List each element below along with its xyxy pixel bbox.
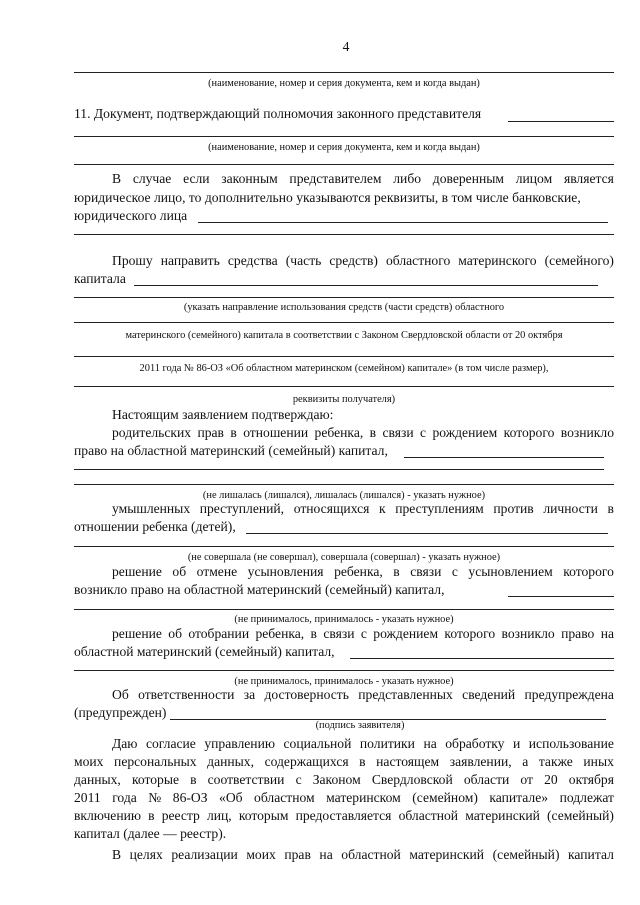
confirm-heading: Настоящим заявлением подтверждаю: — [112, 407, 334, 422]
request-field[interactable] — [134, 285, 598, 286]
caption-signature: (подпись заявителя) — [315, 720, 405, 731]
caption-recipient: реквизиты получателя) — [292, 394, 396, 405]
blank-line[interactable] — [74, 469, 604, 470]
blank-line[interactable] — [74, 234, 614, 235]
blank-line[interactable] — [74, 72, 614, 73]
caption-crimes: (не совершала (не совершал), совершала (совершал) - указать нужное) — [187, 552, 501, 563]
final-paragraph-line-1: В целях реализации моих прав на областной материнский (семейный) капитал — [112, 847, 614, 862]
blank-line[interactable] — [74, 322, 614, 323]
item-11-label: 11. Документ, подтверждающий полномочия законного представителя — [74, 106, 482, 121]
caption-document-details-1: (наименование, номер и серия документа, кем и когда выдан) — [208, 78, 480, 89]
legal-entity-text-line-3: юридического лица — [74, 208, 188, 223]
blank-line[interactable] — [74, 546, 614, 547]
removal-line-1: решение об отобрании ребенка, в связи с рождением которого возникло право на — [112, 626, 614, 641]
blank-line[interactable] — [74, 670, 614, 671]
blank-line[interactable] — [74, 484, 614, 485]
consent-line-4: 2011 года № 86-ОЗ «Об областном материнском (семейном) капитале» подлежат — [74, 790, 614, 805]
adoption-line-1: решение об отмене усыновления ребенка, в связи с усыновлением которого — [112, 564, 614, 579]
caption-adoption: (не принималось, принималось - указать нужное) — [234, 614, 454, 625]
responsibility-line-1: Об ответственности за достоверность представленных сведений предупреждена — [112, 687, 614, 702]
caption-use-direction: (указать направление использования средств (части средств) областного — [183, 302, 505, 313]
crimes-line-2: отношении ребенка (детей), — [74, 519, 236, 534]
removal-line-2: областной материнский (семейный) капитал, — [74, 644, 335, 659]
caption-law-reference: материнского (семейного) капитала в соответствии с Законом Свердловской области от 20 октября — [125, 330, 563, 341]
crimes-field[interactable] — [246, 533, 608, 534]
removal-field[interactable] — [350, 658, 614, 659]
request-text-line-2: капитала — [74, 271, 126, 286]
caption-removal: (не принималось, принималось - указать нужное) — [234, 676, 454, 687]
consent-line-5: включению в реестр лиц, которым предоставляется областной материнский (семейный) — [74, 808, 614, 823]
blank-line[interactable] — [74, 356, 614, 357]
parental-rights-field[interactable] — [404, 457, 604, 458]
blank-line[interactable] — [74, 386, 614, 387]
responsibility-line-2: (предупрежден) — [74, 705, 167, 720]
legal-entity-field[interactable] — [198, 222, 608, 223]
consent-line-3: данных, которые в соответствии с Законом Свердловской области от 20 октября — [74, 772, 614, 787]
blank-line[interactable] — [74, 609, 614, 610]
parental-rights-line-2: право на областной материнский (семейный) капитал, — [74, 443, 388, 458]
adoption-line-2: возникло право на областной материнский (семейный) капитал, — [74, 582, 445, 597]
consent-line-6: капитал (далее — реестр). — [74, 826, 227, 841]
caption-parental-rights: (не лишалась (лишался), лишалась (лишался) - указать нужное) — [202, 490, 486, 501]
item-11-field[interactable] — [508, 121, 614, 122]
page-number: 4 — [342, 39, 350, 54]
crimes-line-1: умышленных преступлений, относящихся к преступлениям против личности в — [112, 501, 614, 516]
blank-line[interactable] — [74, 164, 614, 165]
parental-rights-line-1: родительских прав в отношении ребенка, в связи с рождением которого возникло — [112, 425, 614, 440]
request-text-line-1: Прошу направить средства (часть средств) областного материнского (семейного) — [112, 253, 614, 268]
consent-line-1: Даю согласие управлению социальной политики на обработку и использование — [112, 736, 614, 751]
legal-entity-text-line-1: В случае если законным представителем либо доверенным лицом является — [112, 171, 614, 186]
blank-line[interactable] — [74, 136, 614, 137]
consent-line-2: моих персональных данных, содержащихся в настоящем заявлении, а также иных — [74, 754, 614, 769]
caption-document-details-2: (наименование, номер и серия документа, кем и когда выдан) — [208, 142, 480, 153]
blank-line[interactable] — [74, 297, 614, 298]
legal-entity-text-line-2: юридическое лицо, то дополнительно указываются реквизиты, в том числе банковские, — [74, 190, 581, 205]
adoption-field[interactable] — [508, 596, 614, 597]
caption-law-title: 2011 года № 86-ОЗ «Об областном материнском (семейном) капитале» (в том числе размер), — [139, 363, 549, 374]
